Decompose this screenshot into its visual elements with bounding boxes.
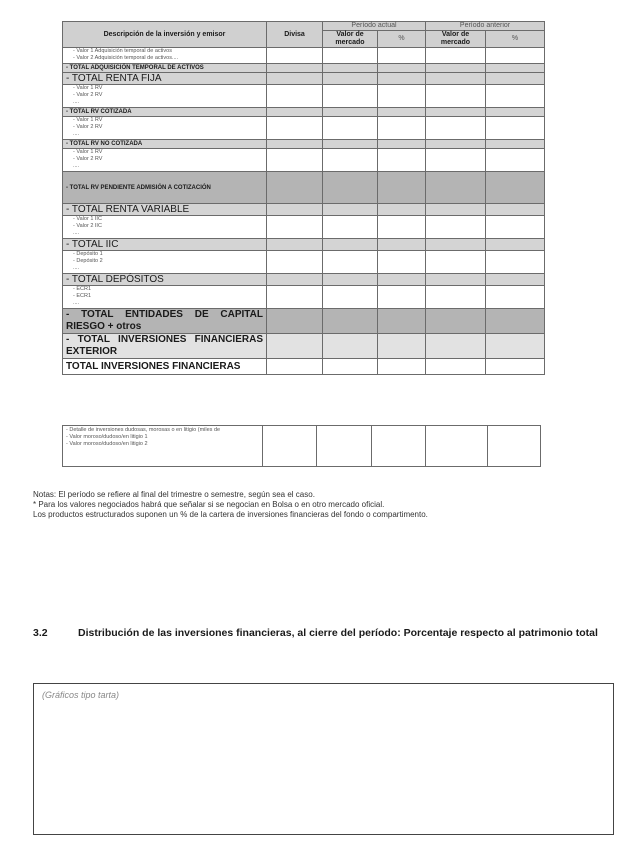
item-line: - Valor 2 RV [73, 156, 103, 162]
value-cell [426, 216, 486, 239]
value-cell [486, 239, 545, 251]
value-cell [426, 274, 486, 286]
header-valor-mercado-anterior: Valor de mercado [426, 31, 486, 48]
value-cell [267, 108, 323, 117]
table-row [63, 216, 545, 239]
value-cell [426, 239, 486, 251]
value-cell [486, 251, 545, 274]
value-cell [378, 204, 426, 216]
total-label: - TOTAL RV PENDIENTE ADMISIÓN A COTIZACIÓN [63, 172, 267, 204]
value-cell [426, 64, 486, 73]
total-label: - TOTAL DEPÓSITOS [63, 274, 267, 286]
value-cell [426, 149, 486, 172]
detalle-table [62, 425, 541, 467]
value-cell [267, 85, 323, 108]
note-line: Notas: El período se refiere al final del trimestre o semestre, según sea el caso. [33, 490, 315, 499]
value-cell [267, 359, 323, 375]
value-cell [378, 251, 426, 274]
investments-table [62, 21, 545, 375]
note-line: Los productos estructurados suponen un % de la cartera de inversiones financieras del fondo o compartimento. [33, 510, 428, 519]
table-row [63, 334, 545, 359]
value-cell [486, 48, 545, 64]
value-cell [378, 73, 426, 85]
item-line: - Valor 1 RV [73, 149, 103, 155]
header-valor-mercado-actual: Valor de mercado [323, 31, 378, 48]
total-label: - TOTAL INVERSIONES FINANCIERAS EXTERIOR [63, 334, 267, 359]
note-line: * Para los valores negociados habrá que señalar si se negocian en Bolsa o en otro mercado oficial. [33, 500, 385, 509]
value-cell [378, 274, 426, 286]
value-cell [323, 334, 378, 359]
value-cell [378, 334, 426, 359]
total-label: - TOTAL IIC [63, 239, 267, 251]
item-line: - Valor 1 IIC [73, 216, 102, 222]
total-label: TOTAL INVERSIONES FINANCIERAS [63, 359, 267, 375]
value-cell [426, 172, 486, 204]
value-cell [486, 359, 545, 375]
value-cell [486, 117, 545, 140]
value-cell [426, 359, 486, 375]
value-cell [267, 309, 323, 334]
header-divisa: Divisa [267, 22, 323, 48]
value-cell [267, 204, 323, 216]
value-cell [486, 274, 545, 286]
value-cell [426, 48, 486, 64]
total-label: - TOTAL ADQUISICIÓN TEMPORAL DE ACTIVOS [63, 64, 267, 73]
value-cell [378, 85, 426, 108]
item-list [63, 48, 267, 64]
value-cell [323, 274, 378, 286]
header-periodo-actual: Período actual [323, 22, 426, 31]
value-cell [323, 108, 378, 117]
value-cell [323, 48, 378, 64]
value-cell [486, 85, 545, 108]
table-row [63, 204, 545, 216]
table-row [63, 286, 545, 309]
value-cell [323, 85, 378, 108]
value-cell [323, 239, 378, 251]
table-row [63, 172, 545, 204]
value-cell [378, 117, 426, 140]
table-row [63, 64, 545, 73]
value-cell [323, 117, 378, 140]
item-line: .... [73, 230, 80, 236]
value-cell [323, 64, 378, 73]
value-cell [486, 172, 545, 204]
detalle-lines [63, 426, 263, 467]
item-line: - Depósito 1 [73, 251, 103, 257]
value-cell [426, 140, 486, 149]
value-cell [267, 239, 323, 251]
total-label: - TOTAL RENTA VARIABLE [63, 204, 267, 216]
item-list [63, 117, 267, 140]
value-cell [378, 239, 426, 251]
value-cell [426, 204, 486, 216]
table-row [63, 108, 545, 117]
chart-placeholder-box [33, 683, 614, 835]
table-row [63, 48, 545, 64]
total-label: - TOTAL RENTA FIJA [63, 73, 267, 85]
value-cell [378, 172, 426, 204]
value-cell [486, 64, 545, 73]
value-cell [486, 149, 545, 172]
header-descripcion: Descripción de la inversión y emisor [63, 22, 267, 48]
header-periodo-anterior: Período anterior [426, 22, 545, 31]
value-cell [378, 149, 426, 172]
value-cell [486, 309, 545, 334]
value-cell [267, 149, 323, 172]
value-cell [267, 64, 323, 73]
notes [33, 490, 428, 520]
value-cell [426, 85, 486, 108]
value-cell [323, 149, 378, 172]
value-cell [267, 117, 323, 140]
detalle-line: - Valor moroso/dudoso/en litigio 2 [66, 441, 148, 447]
value-cell [378, 309, 426, 334]
item-line: .... [73, 163, 80, 169]
table-row [63, 251, 545, 274]
value-cell [323, 73, 378, 85]
value-cell [267, 172, 323, 204]
header-pct-anterior: % [486, 31, 545, 48]
section-title: Distribución de las inversiones financieras, al cierre del período: Porcentaje respecto al patrimonio total [78, 627, 598, 639]
total-label: - TOTAL RV COTIZADA [63, 108, 267, 117]
table-row [63, 140, 545, 149]
item-line: - ECR1 [73, 286, 92, 292]
chart-placeholder-text: (Gráficos tipo tarta) [42, 690, 120, 700]
total-label: - TOTAL ENTIDADES DE CAPITAL RIESGO + otros [63, 309, 267, 334]
value-cell [486, 108, 545, 117]
value-cell [267, 48, 323, 64]
value-cell [486, 286, 545, 309]
value-cell [323, 172, 378, 204]
value-cell [323, 309, 378, 334]
item-line: - Valor 2 RV [73, 124, 103, 130]
value-cell [378, 359, 426, 375]
value-cell [486, 140, 545, 149]
table-row [63, 117, 545, 140]
value-cell [378, 108, 426, 117]
value-cell [426, 251, 486, 274]
value-cell [426, 73, 486, 85]
value-cell [267, 216, 323, 239]
item-line: .... [73, 99, 80, 105]
value-cell [323, 359, 378, 375]
item-line: - Valor 2 Adquisición temporal de activos.... [73, 55, 179, 61]
detalle-line: - Detalle de inversiones dudosas, morosas o en litigio (miles de [66, 427, 221, 433]
table-row [63, 309, 545, 334]
item-line: - ECR1 [73, 293, 92, 299]
value-cell [323, 286, 378, 309]
value-cell [323, 216, 378, 239]
table-row [63, 85, 545, 108]
item-list [63, 149, 267, 172]
value-cell [323, 204, 378, 216]
table-row [63, 73, 545, 85]
table-row [63, 274, 545, 286]
value-cell [426, 117, 486, 140]
item-list [63, 286, 267, 309]
item-line: - Valor 1 Adquisición temporal de activos [73, 48, 172, 54]
value-cell [267, 140, 323, 149]
item-line: - Depósito 2 [73, 258, 103, 264]
item-list [63, 251, 267, 274]
value-cell [378, 64, 426, 73]
table-row [63, 149, 545, 172]
detalle-line: - Valor moroso/dudoso/en litigio 1 [66, 434, 148, 440]
value-cell [323, 251, 378, 274]
value-cell [378, 140, 426, 149]
value-cell [267, 73, 323, 85]
value-cell [426, 309, 486, 334]
value-cell [267, 251, 323, 274]
value-cell [378, 286, 426, 309]
value-cell [426, 108, 486, 117]
section-number: 3.2 [33, 627, 48, 639]
item-line: .... [73, 265, 80, 271]
item-list [63, 216, 267, 239]
total-label: - TOTAL RV NO COTIZADA [63, 140, 267, 149]
item-line: .... [73, 131, 80, 137]
section-heading [33, 627, 633, 640]
value-cell [486, 204, 545, 216]
value-cell [323, 140, 378, 149]
value-cell [426, 286, 486, 309]
header-pct-actual: % [378, 31, 426, 48]
item-line: - Valor 2 RV [73, 92, 103, 98]
value-cell [486, 216, 545, 239]
value-cell [426, 334, 486, 359]
value-cell [267, 334, 323, 359]
value-cell [267, 286, 323, 309]
value-cell [378, 216, 426, 239]
table-row [63, 359, 545, 375]
item-list [63, 85, 267, 108]
value-cell [486, 334, 545, 359]
item-line: .... [73, 300, 80, 306]
value-cell [378, 48, 426, 64]
item-line: - Valor 1 RV [73, 85, 103, 91]
item-line: - Valor 2 IIC [73, 223, 102, 229]
item-line: - Valor 1 RV [73, 117, 103, 123]
value-cell [486, 73, 545, 85]
value-cell [267, 274, 323, 286]
table-row [63, 239, 545, 251]
